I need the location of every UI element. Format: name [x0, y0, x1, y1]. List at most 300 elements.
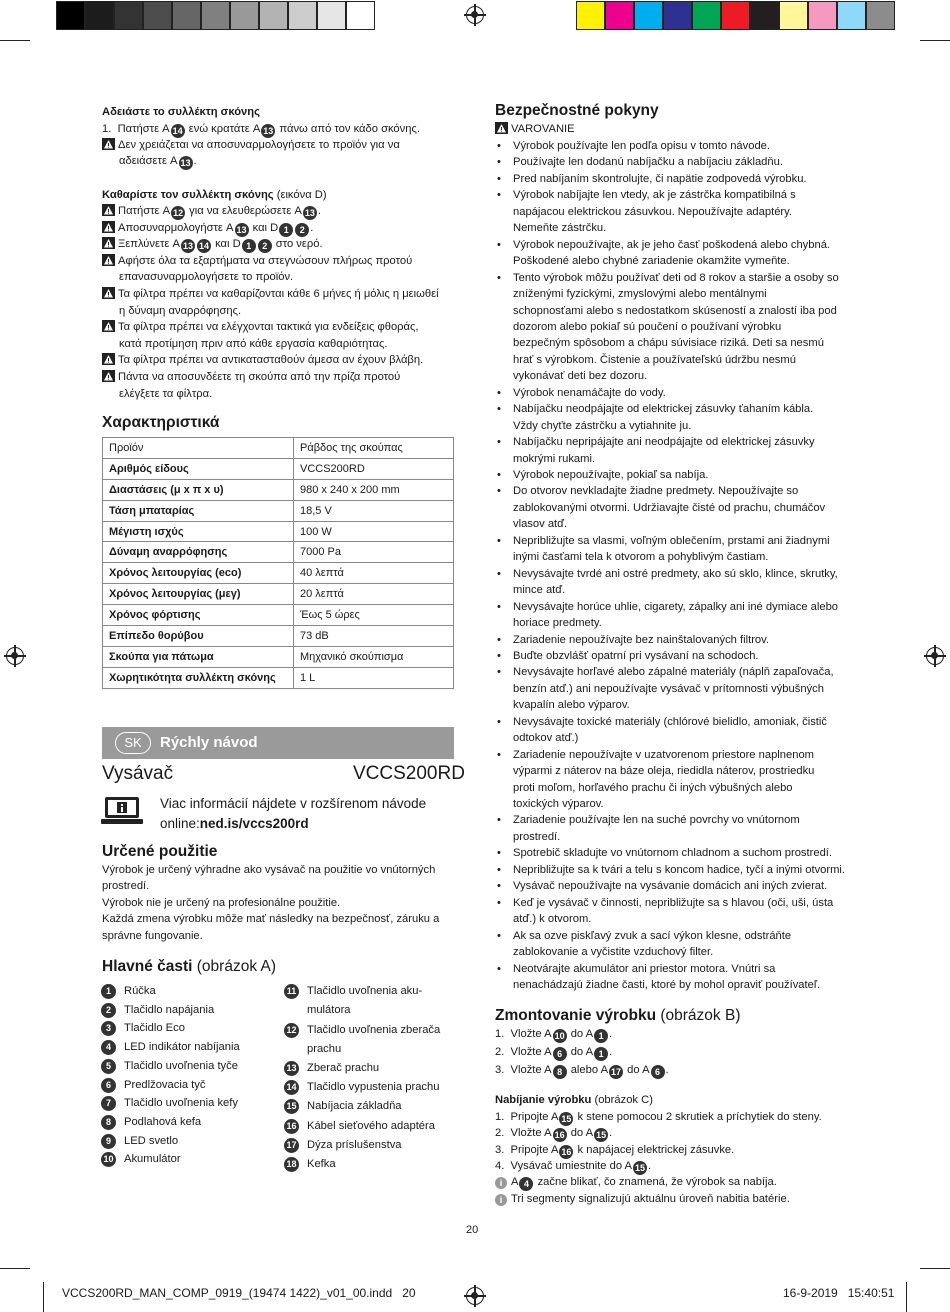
warning-icon	[102, 237, 115, 249]
registration-mark-right	[924, 645, 946, 667]
part-item	[101, 1151, 181, 1167]
spec-key: Χωρητικότητα συλλέκτη σκόνης	[103, 667, 294, 688]
bullet-dot: •	[497, 485, 501, 498]
intended-use-line: Každá zmena výrobku môže mať následky na bezpečnosť, záruku a	[102, 913, 440, 926]
number-badge: 13	[304, 208, 315, 218]
text: ελέγξετε τα φίλτρα.	[119, 387, 213, 400]
text: επανασυναρμολογήσετε το προϊόν.	[119, 271, 294, 284]
part-number: 9	[101, 1134, 116, 1149]
safety-bullet-cont: bezpečným spôsobom a chápu súvisiace riziká. Deti sa nesmú	[513, 337, 824, 350]
number-badge: 15	[635, 1163, 646, 1174]
part-number: 17	[284, 1138, 299, 1153]
gray-swatch	[114, 1, 143, 30]
safety-bullet-cont: schopnosťami alebo s nedostatkom skúseností a znalostí iba pod	[513, 304, 837, 317]
spec-table	[102, 437, 454, 689]
bullet-dot: •	[497, 271, 501, 284]
safety-bullet-cont: benzín atď.) ani nepoužívajte vysávač v prítomnosti výbušných	[513, 682, 824, 695]
color-swatch	[692, 1, 721, 30]
spec-key: Διαστάσεις (μ x π x υ)	[103, 479, 294, 500]
number-badge: 13	[182, 241, 193, 252]
part-item	[284, 1060, 380, 1076]
empty-step-1: 1. Πατήστε A 14 ενώ κρατάτε A 13 πάνω από τον κάδο σκόνης.	[102, 123, 420, 136]
color-swatch	[779, 1, 808, 30]
bullet-dot: •	[497, 633, 501, 646]
warning-icon	[102, 254, 115, 266]
product-name: Vysávač	[102, 763, 174, 784]
text: 3.	[495, 1143, 511, 1156]
charging-heading: Nabíjanie výrobku (obrázok C)	[495, 1094, 653, 1106]
text: 1.	[495, 1111, 511, 1123]
spec-value: Έως 5 ώρες	[294, 605, 454, 626]
spec-value: 73 dB	[294, 626, 454, 647]
safety-bullet-cont: atď.) k otvorom.	[513, 913, 592, 926]
bullet-dot: •	[497, 715, 501, 728]
bullet-dot: •	[497, 386, 501, 399]
assembly-step	[495, 1062, 669, 1079]
spec-key: Χρόνος λειτουργίας (μεγ)	[103, 584, 294, 605]
spec-key: Επίπεδο θορύβου	[103, 626, 294, 647]
charging-step	[495, 1158, 651, 1175]
text: Πάντα να αποσυνδέετε τη σκούπα από την πρίζα προτού	[118, 371, 401, 383]
part-number: 8	[101, 1115, 116, 1130]
number-badge: 16	[561, 1146, 572, 1157]
assembly-step	[495, 1044, 612, 1061]
spec-heading: Χαρακτηριστικά	[102, 414, 220, 431]
color-swatch	[721, 1, 750, 30]
warning-icon	[495, 122, 508, 134]
safety-bullet: Používajte len dodanú nabíjačku a nabíjaciu základňu.	[513, 156, 783, 169]
clean-step	[102, 220, 313, 237]
spec-row	[103, 438, 454, 459]
number-badge: 1	[594, 1029, 608, 1043]
gray-swatch	[85, 1, 114, 30]
safety-bullet: Tento výrobok môžu používať deti od 8 rokov a staršie a osoby so	[513, 271, 839, 284]
safety-bullet-cont: odtokov atď.)	[513, 732, 579, 745]
bullet-dot: •	[497, 814, 501, 827]
part-item	[101, 1114, 202, 1130]
number-badge: 8	[553, 1065, 567, 1079]
warning-icon	[102, 204, 115, 216]
part-item	[101, 983, 156, 999]
spec-row	[103, 479, 454, 500]
language-banner	[102, 727, 454, 759]
safety-bullet-cont: Poškodené alebo chybné zariadenie okamžite vymeňte.	[513, 255, 790, 268]
clean-warning-line	[102, 369, 400, 385]
text: k stene pomocou 2 skrutiek a príchytiek do steny.	[574, 1111, 822, 1123]
safety-bullet: Nepribližujte sa k tvári a telu s koncom hadice, tyčí a inými otvormi.	[513, 863, 846, 876]
registration-mark-top	[464, 4, 486, 26]
safety-bullet-cont: napájacou elektrickou zásuvkou. Nepoužívajte adaptéry.	[513, 205, 793, 218]
info-note-2: i Tri segmenty signalizujú aktuálnu úroveň nabitia batérie.	[495, 1191, 790, 1207]
safety-bullet: Zariadenie nepoužívajte bez nainštalovaných filtrov.	[513, 633, 770, 646]
gray-swatch	[346, 1, 375, 30]
spec-key: Σκούπα για πάτωμα	[103, 646, 294, 667]
spec-value: 100 W	[294, 521, 454, 542]
assembly-step	[495, 1026, 612, 1043]
clean-warning-line	[102, 286, 439, 302]
bullet-dot: •	[497, 666, 501, 679]
bullet-dot: •	[497, 567, 501, 580]
bullet-dot: •	[497, 403, 501, 416]
text: Pripojte A	[510, 1111, 559, 1123]
clean-warning-line	[119, 336, 388, 352]
spec-key: Χρόνος λειτουργίας (eco)	[103, 563, 294, 584]
part-number: 12	[284, 1023, 299, 1038]
warning-icon	[102, 370, 115, 382]
crop-mark	[0, 40, 30, 41]
part-item	[284, 1156, 336, 1172]
spec-key: Αριθμός είδους	[103, 458, 294, 479]
safety-bullet: Ak sa ozve piskľavý zvuk a sací výkon klesne, odstráňte	[513, 929, 792, 942]
clean-warning-line	[119, 269, 293, 285]
part-label: Akumulátor	[124, 1153, 181, 1166]
part-item	[101, 1095, 238, 1111]
clean-warning-line	[102, 352, 423, 368]
spec-key: Δύναμη αναρρόφησης	[103, 542, 294, 563]
spec-value: 40 λεπτά	[294, 563, 454, 584]
empty-collector-heading: Αδειάστε το συλλέκτη σκόνης	[102, 106, 260, 118]
warning-icon	[102, 138, 115, 150]
safety-bullet: Výrobok používajte len podľa opisu v tomto návode.	[513, 140, 771, 152]
text: 4.	[495, 1160, 511, 1173]
part-item	[101, 1002, 215, 1018]
safety-bullet: Nevysávajte horľavé alebo zápalné materiály (náplň zapaľovača,	[513, 666, 834, 679]
banner-title: Rýchly návod	[160, 734, 258, 751]
print-slug-date: 16-9-2019 15:40:51	[783, 1286, 895, 1300]
number-badge: 15	[561, 1114, 572, 1124]
safety-bullet-cont: vykonávať deti bez dozoru.	[513, 370, 648, 383]
charging-step	[495, 1109, 822, 1126]
safety-bullet-cont: nenachádzajú žiadne časti, ktoré by mohol opraviť používateľ.	[513, 978, 821, 991]
color-swatch	[634, 1, 663, 30]
number-badge: 6	[553, 1047, 567, 1061]
charging-step	[495, 1125, 612, 1142]
part-item	[284, 1022, 441, 1038]
safety-bullet-cont: Vždy chyťte zástrčku a vytiahnite ju.	[513, 419, 692, 432]
part-number: 2	[101, 1003, 116, 1018]
bullet-dot: •	[497, 863, 501, 876]
clean-warning-line	[102, 319, 419, 335]
spec-value: 980 x 240 x 200 mm	[294, 479, 454, 500]
info-icon: i	[495, 1194, 507, 1206]
safety-bullet-cont: dozorom alebo pokiaľ sú poučení o používaní výrobku	[513, 320, 782, 333]
bullet-dot: •	[497, 847, 501, 860]
more-info-link[interactable]: ned.is/vccs200rd	[199, 816, 309, 831]
part-number: 3	[101, 1021, 116, 1036]
part-label: Kábel sieťového adaptéra	[307, 1119, 435, 1132]
spec-row	[103, 458, 454, 479]
safety-bullet-cont: zníženými fyzickými, zmyslovými alebo mentálnymi	[513, 288, 767, 301]
safety-bullet-cont: vlasov atď.	[513, 518, 568, 531]
gray-swatch	[172, 1, 201, 30]
intended-use-heading: Určené použitie	[102, 843, 218, 860]
safety-bullet-cont: zablokovanými otvormi. Udržiavajte čisté od prachu, chumáčov	[513, 501, 826, 514]
registration-mark-left	[4, 645, 26, 667]
safety-bullet-cont: prostredí.	[513, 830, 561, 843]
part-label: Tlačidlo napájania	[124, 1003, 215, 1016]
part-number: 14	[284, 1080, 299, 1095]
part-number: 10	[101, 1152, 116, 1167]
info-note-1: i A 4 začne blikať, čo znamená, že výrobok sa nabíja.	[495, 1174, 777, 1191]
safety-heading: Bezpečnostné pokyny	[495, 102, 659, 119]
empty-warning: Δεν χρειάζεται να αποσυναρμολογήσετε το προϊόν για να	[102, 137, 400, 153]
clean-step	[102, 236, 323, 253]
part-number: 16	[284, 1119, 299, 1134]
text: .	[609, 1127, 613, 1140]
safety-bullet-cont: horiace predmety.	[513, 617, 602, 630]
part-label: Kefka	[307, 1158, 336, 1170]
text: .	[310, 221, 314, 234]
part-label: Rúčka	[124, 985, 156, 997]
spec-value: 18,5 V	[294, 500, 454, 521]
part-item	[284, 1118, 435, 1134]
text: Τα φίλτρα πρέπει να καθαρίζονται κάθε 6 μήνες ή μόλις η μειωθεί	[118, 288, 439, 300]
assembly-heading: Zmontovanie výrobku (obrázok B)	[495, 1007, 741, 1024]
spec-key: Προϊόν	[103, 438, 294, 459]
safety-bullet: Výrobok nepoužívajte, ak je jeho časť poškodená alebo chybná.	[513, 238, 831, 251]
safety-bullet: Výrobok nenamáčajte do vody.	[513, 386, 666, 399]
number-badge: 12	[173, 208, 184, 218]
spec-row	[103, 646, 454, 667]
spec-value: Μηχανικό σκούπισμα	[294, 646, 454, 667]
spec-row	[103, 500, 454, 521]
spec-key: Μέγιστη ισχύς	[103, 521, 294, 542]
clean-warning-line	[119, 386, 212, 402]
number-badge: 16	[554, 1130, 565, 1141]
text: Vložte A	[510, 1127, 552, 1140]
bullet-dot: •	[497, 896, 501, 909]
safety-bullet: Výrobok nepoužívajte, pokiaľ sa nabíja.	[513, 469, 709, 481]
number-badge: 14	[198, 241, 209, 252]
intended-use-line: Výrobok je určený výhradne ako vysávač na použitie vo vnútorných	[102, 864, 436, 876]
safety-bullet: Nevysávajte horúce uhlie, cigarety, zápalky ani iné dymiace alebo	[513, 600, 839, 613]
text: do A	[624, 1064, 650, 1076]
text: Αφήστε όλα τα εξαρτήματα να στεγνώσουν πλήρως προτού	[118, 254, 413, 267]
number-badge: 10	[554, 1031, 565, 1041]
text: στο νερό.	[272, 238, 323, 251]
page-number: 20	[466, 1224, 479, 1236]
registration-mark-bottom	[464, 1285, 486, 1307]
number-badge: 2	[258, 239, 272, 253]
crop-mark	[43, 1282, 44, 1312]
gray-swatch	[56, 1, 85, 30]
part-label: LED indikátor nabíjania	[124, 1041, 240, 1054]
part-number: 11	[284, 984, 299, 999]
number-badge: 2	[295, 223, 309, 237]
number-badge: 17	[611, 1067, 622, 1077]
number-badge: 13	[236, 224, 247, 235]
bullet-dot: •	[497, 469, 501, 481]
text: Pripojte A	[510, 1143, 559, 1156]
safety-bullet: Zariadenie používajte len na suché povrchy vo vnútornom	[513, 814, 800, 827]
spec-value: 20 λεπτά	[294, 584, 454, 605]
safety-bullet-cont: toxických výparov.	[513, 798, 604, 810]
safety-bullet: Nabíjačku neodpájajte od elektrickej zásuvky ťahaním kábla.	[513, 403, 814, 416]
clean-warning-line	[102, 253, 412, 269]
safety-bullet: Pred nabíjaním skontrolujte, či napätie zodpovedá výrobku.	[513, 172, 807, 185]
bullet-dot: •	[497, 140, 501, 152]
text: .	[609, 1028, 613, 1040]
laptop-info-icon	[101, 796, 143, 826]
safety-bullet: Výrobok nabíjajte len vtedy, ak je zástrčka kompatibilná s	[513, 189, 796, 202]
gray-swatch	[288, 1, 317, 30]
spec-row	[103, 605, 454, 626]
bullet-dot: •	[497, 748, 501, 761]
part-item-cont: prachu	[307, 1042, 342, 1055]
safety-bullet: Neotvárajte akumulátor ani priestor motora. Vnútri sa	[513, 962, 776, 975]
crop-mark	[0, 1268, 30, 1269]
part-item	[101, 1077, 206, 1093]
gray-swatch	[259, 1, 288, 30]
spec-value: VCCS200RD	[294, 458, 454, 479]
text: η δύναμη αναρρόφησης.	[119, 304, 242, 317]
warning-icon	[102, 221, 115, 233]
spec-key: Χρόνος φόρτισης	[103, 605, 294, 626]
spec-value: 7000 Pa	[294, 542, 454, 563]
intended-use-line: Výrobok nie je určený na profesionálne použitie.	[102, 896, 341, 909]
text: κατά προτίμηση πριν από κάθε εργασία καθαριότητας.	[119, 337, 388, 350]
part-number: 18	[284, 1157, 299, 1172]
more-info-link-line: online:ned.is/vccs200rd	[160, 816, 309, 831]
spec-row	[103, 563, 454, 584]
warning-icon	[102, 287, 115, 299]
text: 2.	[495, 1127, 511, 1140]
safety-bullet-cont: mokrými rukami.	[513, 452, 596, 465]
info-icon: i	[495, 1177, 507, 1189]
safety-bullet: Nepribližujte sa vlasmi, voľným oblečením, prstami ani žiadnymi	[513, 534, 830, 547]
spec-row	[103, 584, 454, 605]
text: k napájacej elektrickej zásuvke.	[574, 1143, 735, 1156]
text: Τα φίλτρα πρέπει να ελέγχονται τακτικά για ενδείξεις φθοράς,	[118, 321, 419, 334]
number-badge: 1	[594, 1047, 608, 1061]
safety-bullet: Do otvorov nevkladajte žiadne predmety. Nepoužívajte so	[513, 485, 799, 498]
crop-mark	[920, 40, 950, 41]
part-number: 15	[284, 1099, 299, 1114]
gray-swatch	[317, 1, 346, 30]
spec-row	[103, 667, 454, 688]
warning-icon	[102, 353, 115, 365]
text: και D	[249, 221, 279, 234]
part-label: Podlahová kefa	[124, 1115, 202, 1128]
language-badge: SK	[115, 732, 151, 754]
bullet-dot: •	[497, 600, 501, 613]
text: alebo A	[567, 1064, 609, 1076]
charging-step	[495, 1142, 734, 1159]
clean-step	[102, 203, 321, 220]
part-label: Zberač prachu	[307, 1062, 380, 1074]
bullet-dot: •	[497, 649, 501, 662]
color-swatch	[750, 1, 779, 30]
safety-bullet-cont: zablokovanie a vyčistite vzduchový filter.	[513, 946, 714, 959]
parts-heading: Hlavné časti (obrázok A)	[102, 958, 277, 975]
spec-row	[103, 542, 454, 563]
text: Τα φίλτρα πρέπει να αντικατασταθούν άμεσα αν έχουν βλάβη.	[118, 354, 424, 367]
text: .	[317, 205, 321, 217]
part-item	[284, 1098, 402, 1114]
part-label: Tlačidlo Eco	[124, 1022, 185, 1035]
color-swatch	[576, 1, 605, 30]
text: do A	[567, 1046, 594, 1058]
safety-bullet-cont: proti moľom, horľavého prachu či iných výbušných alebo	[513, 781, 793, 794]
part-item	[284, 983, 423, 999]
text: 2.	[495, 1046, 511, 1058]
part-number: 6	[101, 1078, 116, 1093]
text: Vložte A	[510, 1028, 552, 1040]
safety-bullet-cont: inými časťami tela k otvorom a pohyblivým častiam.	[513, 551, 769, 564]
part-label: Tlačidlo uvoľnenia aku-	[307, 985, 423, 997]
part-item	[101, 1133, 179, 1149]
product-code: VCCS200RD	[353, 763, 465, 784]
text: Vložte A	[510, 1064, 552, 1076]
gray-swatch	[201, 1, 230, 30]
color-swatch	[866, 1, 895, 30]
safety-bullet: Spotrebič skladujte vo vnútornom chladnom a suchom prostredí.	[513, 847, 833, 860]
safety-bullet: Keď je vysávač v činnosti, nepribližujte sa s hlavou (oči, uši, ústa	[513, 896, 834, 909]
bullet-dot: •	[497, 238, 501, 251]
part-number: 13	[284, 1061, 299, 1076]
text: 1.	[495, 1028, 511, 1040]
spec-row	[103, 626, 454, 647]
clean-collector-heading: Καθαρίστε τον συλλέκτη σκόνης (εικόνα D)	[102, 189, 327, 201]
spec-value: Ράβδος της σκούπας	[294, 438, 454, 459]
warning-label: VAROVANIE	[495, 121, 575, 137]
bullet-dot: •	[497, 534, 501, 547]
gray-swatch	[143, 1, 172, 30]
part-item	[101, 1058, 238, 1074]
number-badge: 15	[596, 1130, 607, 1141]
number-badge: 1	[279, 223, 293, 237]
more-info	[160, 794, 426, 834]
text: .	[648, 1160, 652, 1173]
part-label: Tlačidlo uvoľnenia kefy	[124, 1097, 238, 1110]
warning-icon	[102, 320, 115, 332]
part-number: 1	[101, 984, 116, 999]
safety-bullet-cont: mince atď.	[513, 584, 566, 597]
safety-bullet: Nabíjačku nepripájajte ani neodpájajte od elektrickej zásuvky	[513, 436, 815, 449]
part-item	[284, 1137, 402, 1153]
number-badge: 6	[651, 1065, 665, 1079]
bullet-dot: •	[497, 880, 501, 893]
safety-bullet: Nevysávajte toxické materiály (chlórové bielidlo, amoniak, čistič	[513, 715, 827, 728]
text: και D	[211, 238, 241, 251]
safety-bullet: Buďte obzvlášť opatrní pri vysávaní na schodoch.	[513, 649, 759, 662]
part-label: LED svetlo	[124, 1134, 179, 1147]
part-item	[101, 1020, 185, 1036]
part-label: Tlačidlo vypustenia prachu	[307, 1081, 440, 1094]
color-swatch	[808, 1, 837, 30]
text: do A	[567, 1127, 594, 1140]
clean-warning-line	[119, 303, 241, 319]
bullet-dot: •	[497, 962, 501, 975]
empty-warning-cont: αδειάσετε A 13 .	[119, 155, 197, 168]
part-label: Tlačidlo uvoľnenia zberača	[307, 1023, 441, 1036]
color-swatch	[605, 1, 634, 30]
text: 3.	[495, 1064, 511, 1076]
safety-bullet: Vysávač nepoužívajte na vysávanie domácich ani iných zvierat.	[513, 880, 828, 893]
text: Ξεπλύνετε A	[118, 238, 180, 251]
part-number: 5	[101, 1059, 116, 1074]
bullet-dot: •	[497, 189, 501, 202]
safety-bullet-cont: kvapalín alebo výparov.	[513, 699, 630, 712]
intended-use-line: správne fungovanie.	[102, 929, 203, 942]
text: Vysávač umiestnite do A	[510, 1160, 633, 1173]
more-info-text: Viac informácií nájdete v rozšírenom návode	[160, 796, 427, 811]
part-number: 4	[101, 1040, 116, 1055]
spec-row	[103, 521, 454, 542]
text: do A	[567, 1028, 594, 1040]
part-label: Predlžovacia tyč	[124, 1078, 206, 1091]
crop-mark	[906, 1282, 907, 1312]
